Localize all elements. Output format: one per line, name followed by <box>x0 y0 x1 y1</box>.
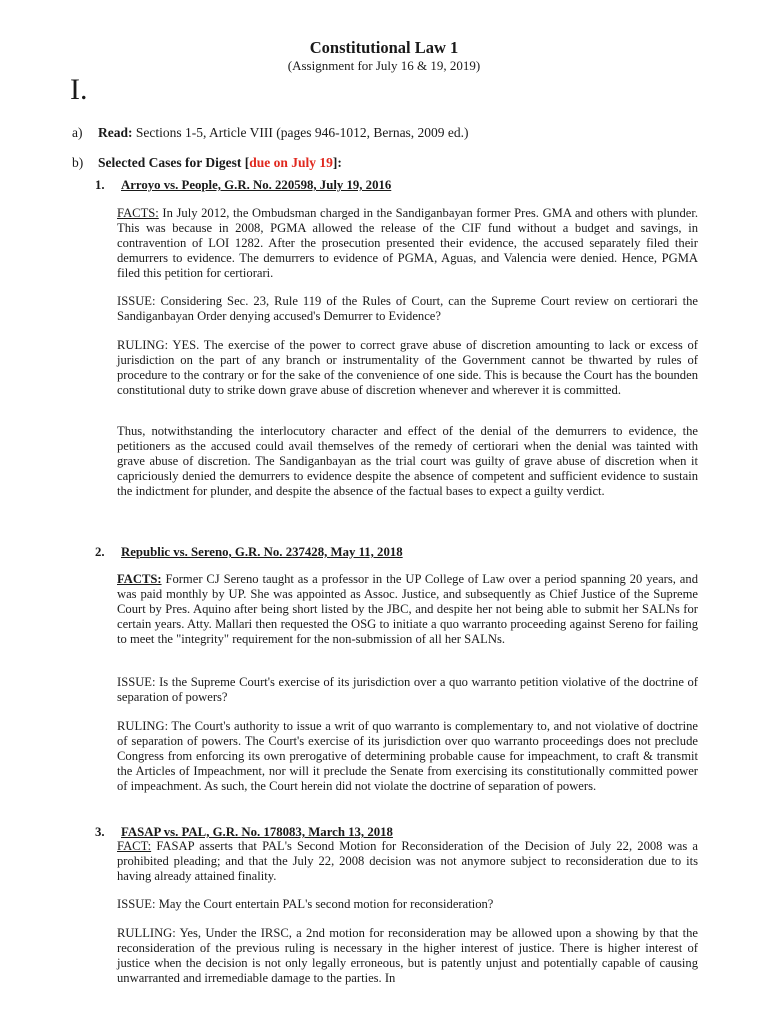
facts-label: FACTS: <box>117 206 159 220</box>
case-issue <box>117 675 698 705</box>
case-ruling-continued <box>117 424 698 499</box>
case-facts <box>117 572 698 647</box>
ruling-text: RULING: The Court's authority to issue a writ of quo warranto is complementary to, and not violative of doctrine of separation of powers. The Court's exercise of its jurisdiction over quo warranto proceedings does not preclude Congress from enforcing its own prerogative of determining probable cause for impeachment, to craft & transmit the Articles of Impeachment, nor will it preclude the Senate from exercising its constitutionally committed power of impeachment. As such, the Court herein did not violate the doctrine of separation of powers. <box>117 719 698 793</box>
item-label: Selected Cases for Digest <box>98 155 242 170</box>
item-a-read <box>72 125 469 141</box>
ruling-text: RULLING: Yes, Under the IRSC, a 2nd motion for reconsideration may be allowed upon a showing by that the reconsideration of the previous ruling is necessary in the higher interest of justice. There is higher interest of justice when the decision is not only legally erroneous, but is patently unjust and potentially capable of causing unwarranted and irremediable damage to the parties. In <box>117 926 698 985</box>
document-subtitle: (Assignment for July 16 & 19, 2019) <box>287 58 481 73</box>
issue-text: ISSUE: Considering Sec. 23, Rule 119 of the Rules of Court, can the Supreme Court review on certiorari the Sandiganbayan Order denying accused's Demurrer to Evidence? <box>117 294 698 323</box>
case-ruling <box>117 926 698 986</box>
case-number: 1. <box>95 178 105 192</box>
issue-text: ISSUE: Is the Supreme Court's exercise of its jurisdiction over a quo warranto petition violative of the doctrine of separation of powers? <box>117 675 698 704</box>
case-issue <box>117 897 698 912</box>
item-marker: a) <box>72 125 83 140</box>
document-title: Constitutional Law 1 <box>309 38 459 57</box>
case-heading <box>95 824 393 840</box>
bracket: [ <box>244 155 250 170</box>
item-b-cases <box>72 155 342 171</box>
case-title: FASAP vs. PAL, G.R. No. 178083, March 13, 2018 <box>121 825 393 839</box>
case-heading <box>95 177 391 193</box>
ruling-text: RULING: YES. The exercise of the power to correct grave abuse of discretion amounting to lack or excess of jurisdiction on the part of any branch or instrumentality of the Government cannot be thwarted by rules of procedure to the contrary or for the sake of the convenience of one side. This is because the Court has the bounden constitutional duty to strike down grave abuse of discretion whenever and wherever it is committed. <box>117 338 698 397</box>
case-number: 2. <box>95 545 105 559</box>
case-number: 3. <box>95 825 105 839</box>
due-date-highlight: due on July 19 <box>249 155 333 170</box>
facts-text: FASAP asserts that PAL's Second Motion for Reconsideration of the Decision of July 22, 2008 was a prohibited pleading; and that the July 22, 2008 decision was not anymore subject to reconsideration due to its having already attained finality. <box>117 839 698 883</box>
issue-text: ISSUE: May the Court entertain PAL's second motion for reconsideration? <box>117 897 494 911</box>
item-text: Sections 1-5, Article VIII (pages 946-1012, Bernas, 2009 ed.) <box>135 125 469 140</box>
case-title: Arroyo vs. People, G.R. No. 220598, July 19, 2016 <box>121 178 392 192</box>
ruling-text: Thus, notwithstanding the interlocutory character and effect of the denial of the demurrers to evidence, the petitioners as the accused could avail themselves of the remedy of certiorari when the denial was tainted with grave abuse of discretion. The Sandiganbayan as the trial court was guilty of grave abuse of discretion when it capriciously denied the demurrers to evidence despite the absence of competent and sufficient evidence to sustain the indictment for plunder, and despite the absence of the factual bases to expect a guilty verdict. <box>117 424 698 498</box>
facts-label: FACT: <box>117 839 152 853</box>
case-facts <box>117 839 698 884</box>
facts-text: Former CJ Sereno taught as a professor in the UP College of Law over a period spanning 20 years, and was paid monthly by UP. She was appointed as Assoc. Justice, and subsequently as Chief Justice of the Supreme Court by Pres. Aquino after being short listed by the JBC, and despite her not being able to submit her SALNs for certain years. Atty. Mallari then requested the OSG to initiate a quo warranto proceeding against Sereno for failing to meet the "integrity" requirement for the non-submission of all her SALNs. <box>117 572 698 646</box>
facts-text: In July 2012, the Ombudsman charged in the Sandiganbayan former Pres. GMA and others with plunder. This was because in 2008, PGMA allowed the release of the CIF fund without a budget and savings, in contravention of LOI 1282. After the prosecution presented their evidence, the accused separately filed their demurrers to evidence. The demurrers to evidence of PGMA, Aguas, and Valencia were denied. Hence, PGMA filed this petition for certiorari. <box>117 206 698 280</box>
section-numeral: I. <box>70 73 88 106</box>
item-marker: b) <box>72 155 84 170</box>
case-title: Republic vs. Sereno, G.R. No. 237428, May 11, 2018 <box>121 545 403 559</box>
case-ruling <box>117 338 698 398</box>
case-ruling <box>117 719 698 794</box>
facts-label: FACTS: <box>117 572 162 586</box>
case-issue <box>117 294 698 324</box>
case-heading <box>95 544 403 560</box>
item-label: Read: <box>98 125 133 140</box>
case-facts <box>117 206 698 281</box>
bracket: ]: <box>332 155 342 170</box>
